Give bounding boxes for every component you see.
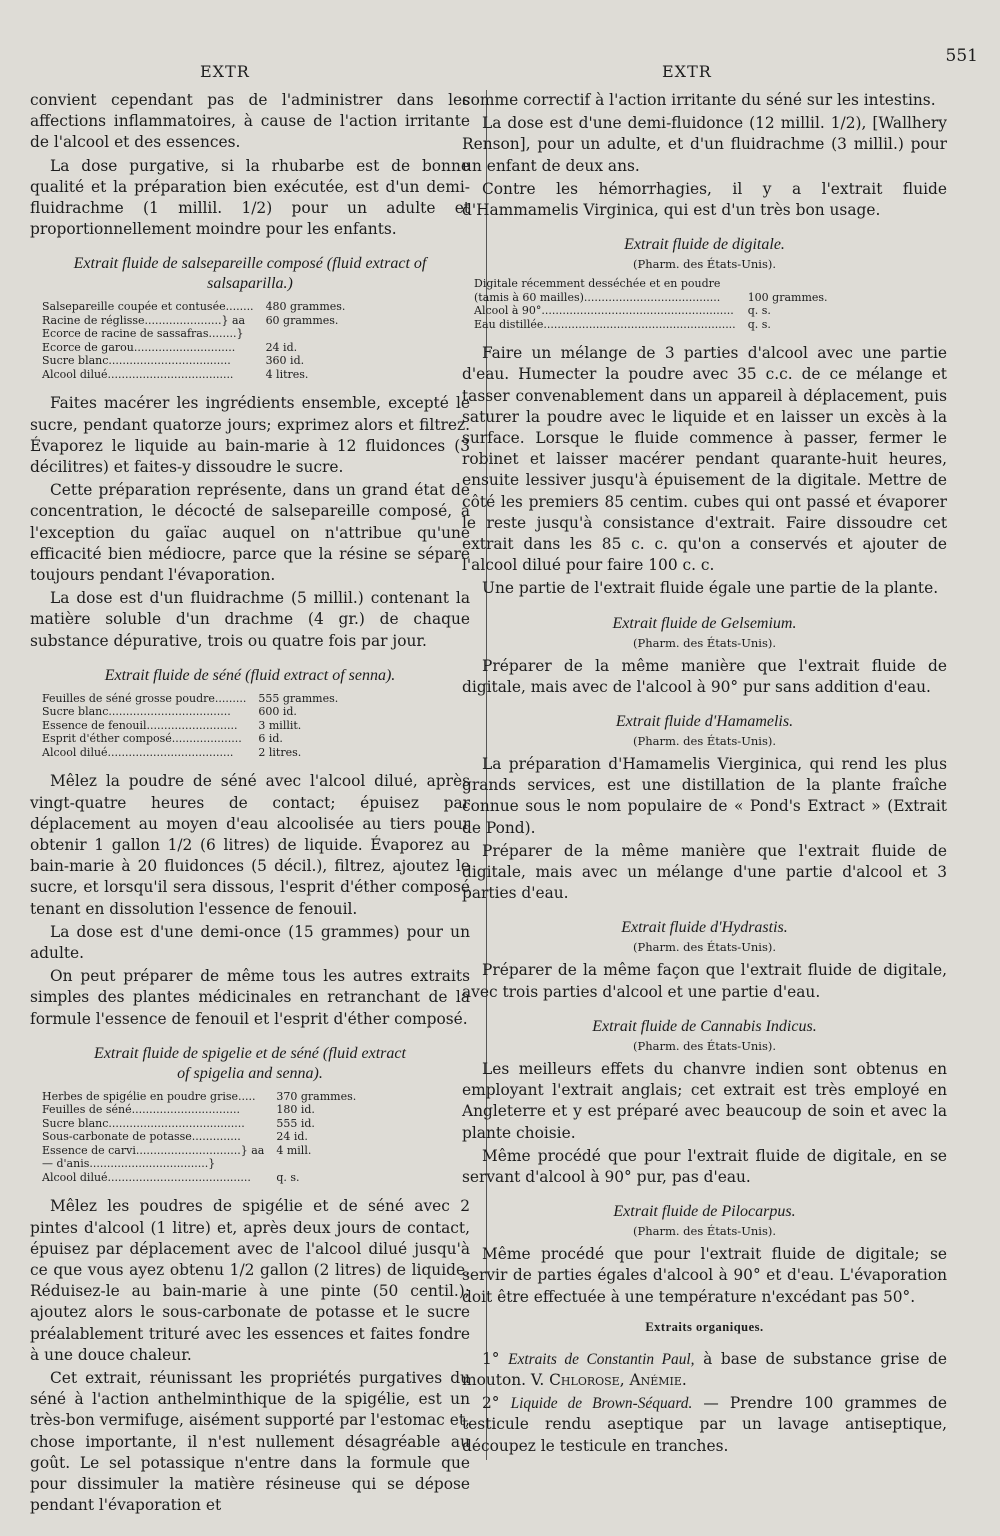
ingredient-qty <box>740 277 828 291</box>
ingredient-name: Digitale récemment desséchée et en poudre <box>474 277 721 291</box>
paragraph: La dose est d'un fluidrachme (5 millil.) contenant la matière soluble d'un drachme (4 gr.) de chaque substance dépurative, trois ou quatre fois par jour. <box>30 589 470 650</box>
ingredient-name: Racine de réglisse......................} aa <box>42 313 246 327</box>
ingredient-row <box>42 368 345 382</box>
ingredient-qty <box>268 1157 356 1171</box>
ingredient-name: Sucre blanc....................................... <box>42 1116 245 1130</box>
ingredient-qty: 2 litres. <box>258 745 302 759</box>
paragraph: Mêlez les poudres de spigélie et de séné avec 2 pintes d'alcool (1 litre) et, après deux jours de contact, épuisez par déplacement avec de l'alcool dilué jusqu'à ce que vous ayez obtenu 1/2 gallon (2 litres) de liquide. Réduisez-le au bain-marie à une pinte (50 centil.); ajoutez alors le sous-carbonate de potasse et le sucre préalablement trituré avec les essences et faites fondre à une douce chaleur. <box>30 1197 470 1364</box>
ingredient-qty: q. s. <box>747 304 771 318</box>
list-number: 1° <box>482 1349 500 1368</box>
ingredient-list <box>42 692 338 760</box>
recipe-title: Extrait fluide de séné (fluid extract of senna). <box>104 666 396 684</box>
ingredient-row <box>42 705 338 719</box>
ingredient-row <box>42 341 345 355</box>
ingredient-row <box>42 732 338 746</box>
ingredient-name: Herbes de spigélie en poudre grise..... <box>42 1089 256 1103</box>
recipe-title-line: of spigelia and senna). <box>177 1064 323 1082</box>
ingredient-name: Sucre blanc................................... <box>42 705 231 719</box>
ingredient-qty <box>258 327 346 341</box>
running-head-left: EXTR <box>200 62 250 81</box>
ingredient-qty: 555 id. <box>276 1116 315 1130</box>
right-column <box>462 90 947 1459</box>
ingredient-name: Alcool dilué.................................... <box>42 745 234 759</box>
ingredient-qty: q. s. <box>276 1170 300 1184</box>
left-column <box>30 90 470 1518</box>
paragraph: Mêlez la poudre de séné avec l'alcool dilué, après vingt-quatre heures de contact; épuisez par déplacement au moyen d'eau alcoolisée au tiers pour obtenir 1 gallon 1/2 (6 litres) de liquide. Évaporez au bain-marie à 20 fluidonces (5 décil.), filtrez, ajoutez le sucre, et lorsqu'il sera dissous, l'esprit d'éther composé tenant en dissolution l'essence de fenouil. <box>30 772 470 918</box>
ingredient-qty: 24 id. <box>276 1130 308 1144</box>
ingredient-qty: 4 mill. <box>276 1143 312 1157</box>
page-number: 551 <box>945 46 978 66</box>
section-heading: Extraits organiques. <box>645 1319 764 1334</box>
ingredient-qty: 24 id. <box>265 340 298 354</box>
ingredient-name: Salsepareille coupée et contusée........ <box>42 300 254 314</box>
ingredient-name: Ecorce de racine de sassafras........} <box>42 327 244 341</box>
paragraph: Même procédé que pour l'extrait fluide de digitale, en se servant d'alcool à 90° pur, pas d'eau. <box>462 1146 947 1186</box>
recipe-title: Extrait fluide d'Hydrastis. <box>621 919 788 937</box>
paragraph: Cette préparation représente, dans un grand état de concentration, le décocté de salsepareille composé, à l'exception du gaïac auquel on n'attribue qu'une efficacité bien médiocre, parce que la résine se sépare toujours pendant l'évaporation. <box>30 481 470 585</box>
paragraph: Cet extrait, réunissant les propriétés purgatives du séné à l'action anthelminthique de la spigélie, est un très-bon vermifuge, aisément supporté par l'estomac et, chose importante, il n'est nullement désagréable au goût. Le sel potassique n'entre dans la formule que pour dissimuler la matière résineuse qui se dépose pendant l'évaporation et <box>30 1368 470 1515</box>
recipe-title-line: (fluid extract of salsaparilla.) <box>207 255 427 293</box>
recipe-title <box>30 1044 470 1084</box>
cross-reference: Chlorose, Anémie. <box>549 1370 687 1389</box>
ingredient-row <box>474 318 828 332</box>
ingredient-row <box>42 1144 356 1158</box>
ingredient-row <box>42 1117 356 1131</box>
ingredient-row <box>42 1157 356 1171</box>
ingredient-qty: 555 grammes. <box>258 691 339 705</box>
item-text: — Prendre 100 grammes de testicule rendu aseptique par un lavage antiseptique, découpez le testicule en tranches. <box>462 1394 947 1455</box>
ingredient-name: Alcool à 90°....................................................... <box>474 304 734 318</box>
ingredient-qty: 370 grammes. <box>276 1089 357 1103</box>
ingredient-list <box>42 300 345 381</box>
recipe-source: (Pharm. des États-Unis). <box>632 940 777 955</box>
paragraph: Faites macérer les ingrédients ensemble, excepté le sucre, pendant quatorze jours; exprimez alors et filtrez. Évaporez le liquide au bain-marie à 12 fluidonces (3 décilitres) et faites-y dissoudre le sucre. <box>30 394 470 477</box>
ingredient-row <box>42 354 345 368</box>
paragraph: Préparer de la même manière que l'extrait fluide de digitale, mais avec un mélange d'une partie d'alcool et 3 parties d'eau. <box>462 841 947 903</box>
recipe-title: Extrait fluide de Gelsemium. <box>612 614 797 632</box>
ingredient-row <box>42 314 345 328</box>
ingredient-row <box>474 277 828 291</box>
ingredient-name: Esprit d'éther composé.................... <box>42 732 242 746</box>
ingredient-qty: 4 litres. <box>265 367 309 381</box>
ingredient-qty: 6 id. <box>258 732 283 746</box>
ingredient-name: Sous-carbonate de potasse.............. <box>42 1130 241 1144</box>
paragraph: La dose est d'une demi-fluidonce (12 millil. 1/2), [Wallhery Renson], pour un adulte, et d'un fluidrachme (3 millil.) pour un enfant de deux ans. <box>462 114 947 175</box>
paragraph: La préparation d'Hamamelis Vierginica, qui rend les plus grands services, est une distillation de la plante fraîche connue sous le nom populaire de « Pond's Extract » (Extrait de Pond). <box>462 755 947 837</box>
ingredient-qty: 180 id. <box>276 1103 315 1117</box>
recipe-source: (Pharm. des États-Unis). <box>632 1038 777 1053</box>
paragraph: Préparer de la même manière que l'extrait fluide de digitale, mais avec de l'alcool à 90° pur sans addition d'eau. <box>462 656 947 696</box>
paragraph: La dose est d'une demi-once (15 grammes) pour un adulte. <box>30 922 470 962</box>
ingredient-name: Ecorce de garou............................. <box>42 340 236 354</box>
recipe-source: (Pharm. des États-Unis). <box>632 1224 777 1239</box>
list-number: 2° <box>482 1394 500 1413</box>
paragraph: convient cependant pas de l'administrer dans les affections inflammatoires, à cause de l'action irritante de l'alcool et des essences. <box>30 91 470 152</box>
ingredient-name: Essence de carvi..............................} aa <box>42 1143 265 1157</box>
paragraph <box>462 1393 947 1457</box>
recipe-title: Extrait fluide de Cannabis Indicus. <box>592 1017 817 1035</box>
recipe-source: (Pharm. des États-Unis). <box>632 257 777 272</box>
running-head-right: EXTR <box>662 62 712 81</box>
paragraph: Contre les hémorrhagies, il y a l'extrait fluide d'Hammamelis Virginica, qui est d'un très bon usage. <box>462 179 947 220</box>
ingredient-name: Alcool dilué.................................... <box>42 367 234 381</box>
ingredient-name: Feuilles de séné grosse poudre......... <box>42 691 247 705</box>
ingredient-row <box>474 304 828 318</box>
ingredient-name: Alcool dilué......................................... <box>42 1170 251 1184</box>
ingredient-row <box>42 327 345 341</box>
ingredient-row <box>42 692 338 706</box>
paragraph: Les meilleurs effets du chanvre indien sont obtenus en employant l'extrait anglais; cet extrait est très employé en Angleterre et y est préparé avec beaucoup de soin et avec la plante choisie. <box>462 1059 947 1142</box>
recipe-title-line: Extrait fluide de spigelie et de séné (fluid extract <box>94 1044 406 1062</box>
paragraph <box>462 1349 947 1391</box>
recipe-title-line: Extrait fluide de salsepareille composé <box>73 255 323 273</box>
ingredient-row <box>42 1090 356 1104</box>
item-title: Extraits de Constantin Paul, <box>508 1350 695 1368</box>
item-title: Liquide de Brown-Séquard. <box>510 1395 693 1413</box>
ingredient-row <box>42 746 338 760</box>
ingredient-qty: 100 grammes. <box>747 290 828 304</box>
paragraph: Préparer de la même façon que l'extrait fluide de digitale, avec trois parties d'alcool et une partie d'eau. <box>462 961 947 1001</box>
ingredient-qty: 480 grammes. <box>265 300 346 314</box>
recipe-title: Extrait fluide de Pilocarpus. <box>613 1203 796 1221</box>
ingredient-qty: q. s. <box>747 317 771 331</box>
ingredient-list <box>42 1090 356 1185</box>
paragraph: On peut préparer de même tous les autres extraits simples des plantes médicinales en retranchant de la formule l'essence de fenouil et l'esprit d'éther composé. <box>30 967 470 1028</box>
recipe-title <box>30 254 470 294</box>
ingredient-name: Sucre blanc................................... <box>42 354 231 368</box>
ingredient-qty: 360 id. <box>265 354 305 368</box>
ingredient-row <box>42 1103 356 1117</box>
ingredient-name: (tamis à 60 mailles)....................................... <box>474 290 721 304</box>
ingredient-name: Feuilles de séné............................... <box>42 1103 241 1117</box>
ingredient-qty: 3 millit. <box>258 718 302 732</box>
ingredient-qty: 60 grammes. <box>265 313 339 327</box>
item-text: à base de substance grise de mouton. V. <box>462 1349 947 1389</box>
ingredient-name: Eau distillée....................................................... <box>474 317 736 331</box>
recipe-source: (Pharm. des États-Unis). <box>632 734 777 749</box>
paragraph: Même procédé que pour l'extrait fluide de digitale; se servir de parties égales d'alcool à 90° et d'eau. L'évaporation doit être effectuée à une température n'excédant pas 50°. <box>462 1245 947 1306</box>
ingredient-row <box>474 291 828 305</box>
ingredient-name: — d'anis..................................} <box>42 1157 216 1171</box>
recipe-source: (Pharm. des États-Unis). <box>632 635 777 650</box>
ingredient-row <box>42 1171 356 1185</box>
paragraph: La dose purgative, si la rhubarbe est de bonne qualité et la préparation bien exécutée, est d'un demi-fluidrachme (1 millil. 1/2) pour un adulte et proportionnellement moindre pour les enfants. <box>30 156 470 239</box>
ingredient-row <box>42 719 338 733</box>
ingredient-qty: 600 id. <box>258 705 297 719</box>
ingredient-row <box>42 1130 356 1144</box>
ingredient-row <box>42 300 345 314</box>
recipe-title: Extrait fluide de digitale. <box>624 236 785 254</box>
ingredient-name: Essence de fenouil.......................... <box>42 718 238 732</box>
ingredient-list <box>474 277 828 331</box>
paragraph: Une partie de l'extrait fluide égale une partie de la plante. <box>482 579 939 598</box>
paragraph: Faire un mélange de 3 parties d'alcool avec une partie d'eau. Humecter la poudre avec 35 c.c. de ce mélange et tasser convenablement dans un appareil à déplacement, puis saturer la poudre avec le liquide et en laisser un excès à la surface. Lorsque le fluide commence à passer, fermer le robinet et laisser macérer pendant quarante-huit heures, ensuite lessiver jusqu'à épuisement de la digitale. Mettre de côté les premiers 85 centim. cubes qui ont passé et évaporer le reste jusqu'à consistance d'extrait. Faire dissoudre cet extrait dans les 85 c. c. qu'on a conservés et ajouter de l'alcool dilué pour faire 100 c. c. <box>462 344 947 575</box>
recipe-title: Extrait fluide d'Hamamelis. <box>615 713 794 731</box>
paragraph: comme correctif à l'action irritante du séné sur les intestins. <box>462 91 936 109</box>
